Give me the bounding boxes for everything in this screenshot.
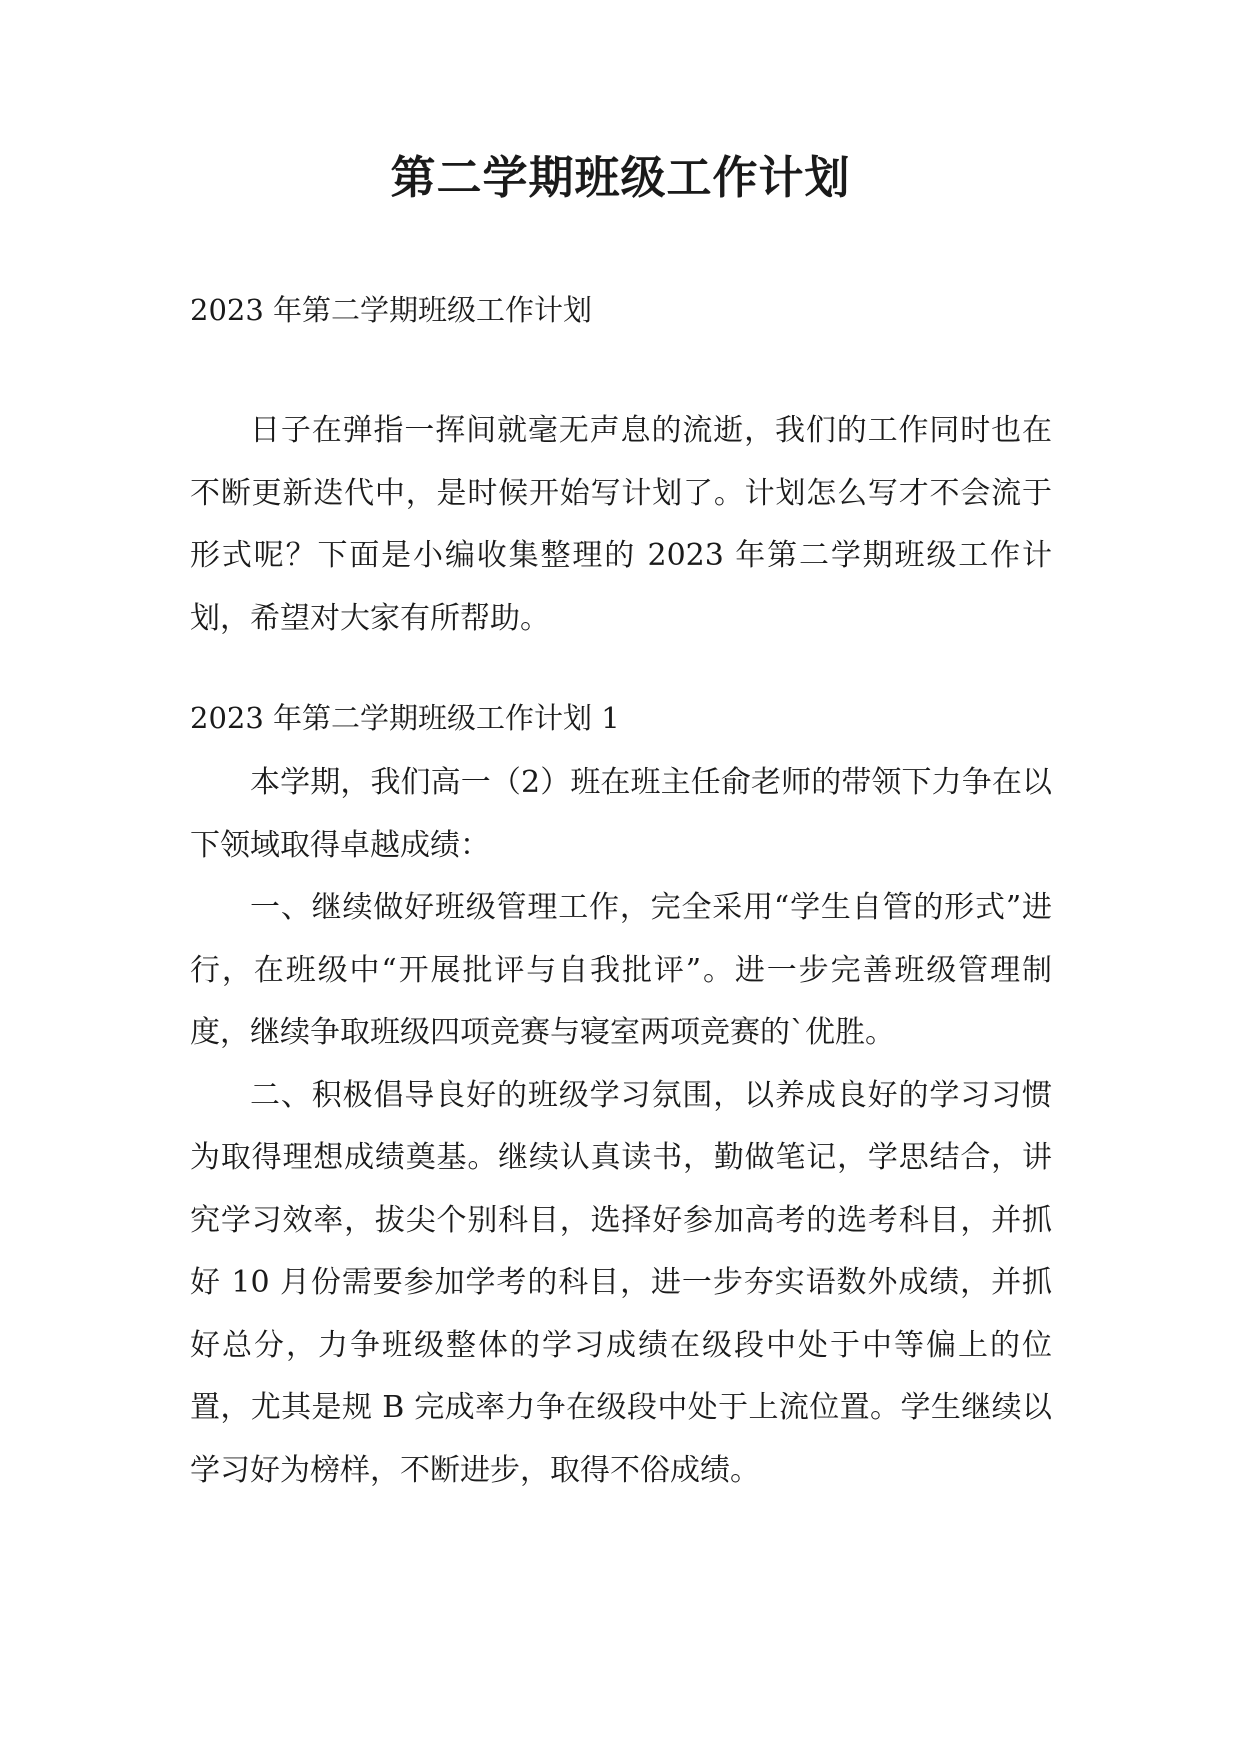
document-subtitle: 2023 年第二学期班级工作计划 — [190, 293, 593, 327]
intro-section — [190, 400, 1052, 650]
paragraph-1: 本学期，我们高一（2）班在班主任俞老师的带领下力争在以下领域取得卓越成绩： — [190, 765, 1052, 863]
main-section — [190, 752, 1052, 1502]
paragraph-2: 一、继续做好班级管理工作，完全采用“学生自管的形式”进行，在班级中“开展批评与自我批评”。进一步完善班级管理制度，继续争取班级四项竞赛与寝室两项竞赛的`优胜。 — [190, 890, 1052, 1050]
section-heading: 2023 年第二学期班级工作计划 1 — [190, 701, 620, 735]
paragraph-3: 二、积极倡导良好的班级学习氛围，以养成良好的学习习惯为取得理想成绩奠基。继续认真读书，勤做笔记，学思结合，讲究学习效率，拔尖个别科目，选择好参加高考的选考科目，并抓好 10 月份需要参加学考的科目，进一步夯实语数外成绩，并抓好总分，力争班级整体的学习成绩在级段中处于中等偏上的位置，尤其是规 B 完成率力争在级段中处于上流位置。学生继续以学习好为榜样，不断进步，取得不俗成绩。 — [190, 1077, 1052, 1488]
document-title: 第二学期班级工作计划 — [390, 151, 851, 204]
intro-paragraph: 日子在弹指一挥间就毫无声息的流逝，我们的工作同时也在不断更新迭代中，是时候开始写计划了。计划怎么写才不会流于形式呢？下面是小编收集整理的 2023 年第二学期班级工作计划，希望对大家有所帮助。 — [190, 413, 1052, 636]
